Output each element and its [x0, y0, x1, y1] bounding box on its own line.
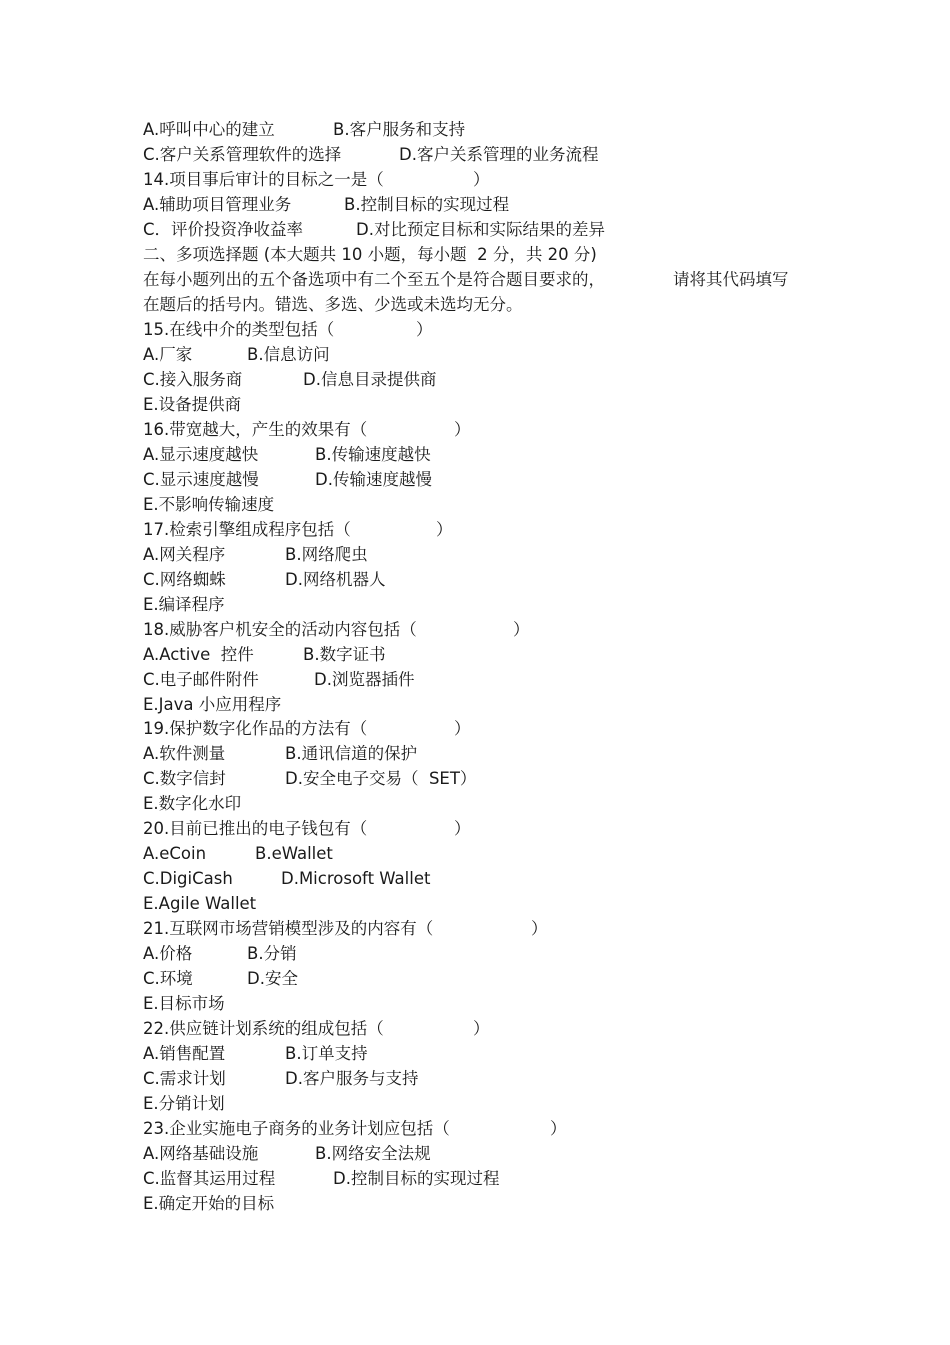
option-line [143, 394, 242, 416]
option-e: E.Java 小应用程序 [143, 695, 282, 714]
option-d: D.安全电子交易（ SET） [285, 769, 477, 788]
option-line [143, 793, 242, 815]
question-text: 14.项目事后审计的目标之一是（ [143, 170, 384, 189]
option-line [143, 1068, 419, 1090]
option-e: E.Agile Wallet [143, 894, 257, 913]
option-line [143, 569, 386, 591]
question-19 [143, 718, 471, 740]
option-a: A.网络基础设施 [143, 1144, 259, 1163]
option-line [143, 494, 275, 516]
answer-bracket-close: ） [454, 819, 471, 838]
option-b: B.eWallet [255, 844, 333, 863]
option-a: A.eCoin [143, 844, 207, 863]
answer-bracket-close: ） [531, 919, 548, 938]
option-c: C.需求计划 [143, 1069, 226, 1088]
option-line [143, 943, 297, 965]
option-b: B.传输速度越快 [315, 445, 431, 464]
option-c: C．评价投资净收益率 [143, 220, 304, 239]
option-b: B.分销 [247, 944, 297, 963]
option-b: B.数字证书 [303, 645, 386, 664]
instruction-text: 请将其代码填写 [673, 270, 789, 289]
question-23 [143, 1118, 567, 1140]
option-a: A.软件测量 [143, 744, 226, 763]
option-d: D.客户关系管理的业务流程 [399, 145, 599, 164]
option-c: C.电子邮件附件 [143, 670, 259, 689]
option-b: B.网络爬虫 [285, 545, 368, 564]
answer-bracket-close: ） [436, 520, 453, 539]
option-line [143, 1143, 431, 1165]
answer-bracket-close: ） [473, 1019, 490, 1038]
option-line [143, 669, 415, 691]
answer-bracket-close: ） [416, 320, 433, 339]
option-c: C.显示速度越慢 [143, 470, 259, 489]
question-16 [143, 419, 471, 441]
answer-bracket-close: ） [454, 420, 471, 439]
option-e: E.目标市场 [143, 994, 225, 1013]
option-e: E.设备提供商 [143, 395, 242, 414]
option-e: E.分销计划 [143, 1094, 225, 1113]
section-instructions [143, 294, 523, 316]
question-22 [143, 1018, 490, 1040]
option-b: B.网络安全法规 [315, 1144, 431, 1163]
option-a: A.Active 控件 [143, 645, 254, 664]
option-line [143, 1043, 368, 1065]
option-c: C.客户关系管理软件的选择 [143, 145, 342, 164]
question-text: 23.企业实施电子商务的业务计划应包括（ [143, 1119, 450, 1138]
option-line [143, 993, 225, 1015]
option-d: D.客户服务与支持 [285, 1069, 419, 1088]
section-title: 二、多项选择题 (本大题共 10 小题，每小题 2 分，共 20 分) [143, 245, 597, 264]
option-line [143, 743, 418, 765]
option-c: C.DigiCash [143, 869, 233, 888]
option-line [143, 344, 330, 366]
option-a: A.网关程序 [143, 545, 226, 564]
section-heading [143, 244, 597, 266]
option-line [143, 644, 386, 666]
option-a: A.呼叫中心的建立 [143, 120, 275, 139]
answer-bracket-close: ） [550, 1119, 567, 1138]
option-b: B.信息访问 [247, 345, 330, 364]
option-line [143, 1093, 225, 1115]
option-c: C.接入服务商 [143, 370, 243, 389]
answer-bracket-close: ） [513, 620, 530, 639]
option-line [143, 694, 282, 716]
option-d: D.传输速度越慢 [315, 470, 432, 489]
question-text: 18.威胁客户机安全的活动内容包括（ [143, 620, 417, 639]
option-e: E.不影响传输速度 [143, 495, 275, 514]
question-17 [143, 519, 453, 541]
option-a: A.辅助项目管理业务 [143, 195, 292, 214]
option-line [143, 444, 431, 466]
option-line [143, 219, 605, 241]
option-line [143, 968, 298, 990]
option-d: D.对比预定目标和实际结果的差异 [356, 220, 605, 239]
question-text: 15.在线中介的类型包括（ [143, 320, 335, 339]
option-b: B.客户服务和支持 [333, 120, 466, 139]
option-line [143, 194, 510, 216]
answer-bracket-close: ） [454, 719, 471, 738]
option-line [143, 594, 225, 616]
option-a: A.显示速度越快 [143, 445, 259, 464]
option-b: B.控制目标的实现过程 [344, 195, 510, 214]
question-20 [143, 818, 471, 840]
option-a: A.厂家 [143, 345, 193, 364]
question-text: 17.检索引擎组成程序包括（ [143, 520, 351, 539]
option-line [143, 843, 333, 865]
option-d: D.Microsoft Wallet [281, 869, 431, 888]
question-21 [143, 918, 548, 940]
option-d: D.浏览器插件 [314, 670, 415, 689]
option-e: E.编译程序 [143, 595, 225, 614]
option-d: D.信息目录提供商 [303, 370, 437, 389]
option-c: C.环境 [143, 969, 193, 988]
option-e: E.数字化水印 [143, 794, 242, 813]
option-b: B.订单支持 [285, 1044, 368, 1063]
option-a: A.销售配置 [143, 1044, 226, 1063]
instruction-text: 在每小题列出的五个备选项中有二个至五个是符合题目要求的， [143, 270, 605, 289]
question-text: 20.目前已推出的电子钱包有（ [143, 819, 368, 838]
question-15 [143, 319, 433, 341]
option-line [143, 868, 431, 890]
option-c: C.网络蜘蛛 [143, 570, 226, 589]
option-line [143, 1168, 500, 1190]
question-text: 19.保护数字化作品的方法有（ [143, 719, 368, 738]
option-line [143, 893, 257, 915]
section-instructions [143, 269, 789, 291]
instruction-text: 在题后的括号内。错选、多选、少选或未选均无分。 [143, 295, 523, 314]
option-c: C.数字信封 [143, 769, 226, 788]
option-a: A.价格 [143, 944, 193, 963]
question-text: 22.供应链计划系统的组成包括（ [143, 1019, 384, 1038]
option-d: D.安全 [247, 969, 298, 988]
question-text: 21.互联网市场营销模型涉及的内容有（ [143, 919, 434, 938]
question-14 [143, 169, 490, 191]
option-line [143, 469, 432, 491]
option-b: B.通讯信道的保护 [285, 744, 418, 763]
option-line [143, 768, 477, 790]
option-d: D.网络机器人 [285, 570, 386, 589]
option-d: D.控制目标的实现过程 [333, 1169, 500, 1188]
question-text: 16.带宽越大，产生的效果有（ [143, 420, 368, 439]
option-line [143, 369, 437, 391]
option-line [143, 1193, 275, 1215]
option-line [143, 119, 466, 141]
option-e: E.确定开始的目标 [143, 1194, 275, 1213]
question-18 [143, 619, 530, 641]
option-c: C.监督其运用过程 [143, 1169, 276, 1188]
option-line [143, 544, 368, 566]
answer-bracket-close: ） [473, 170, 490, 189]
option-line [143, 144, 599, 166]
